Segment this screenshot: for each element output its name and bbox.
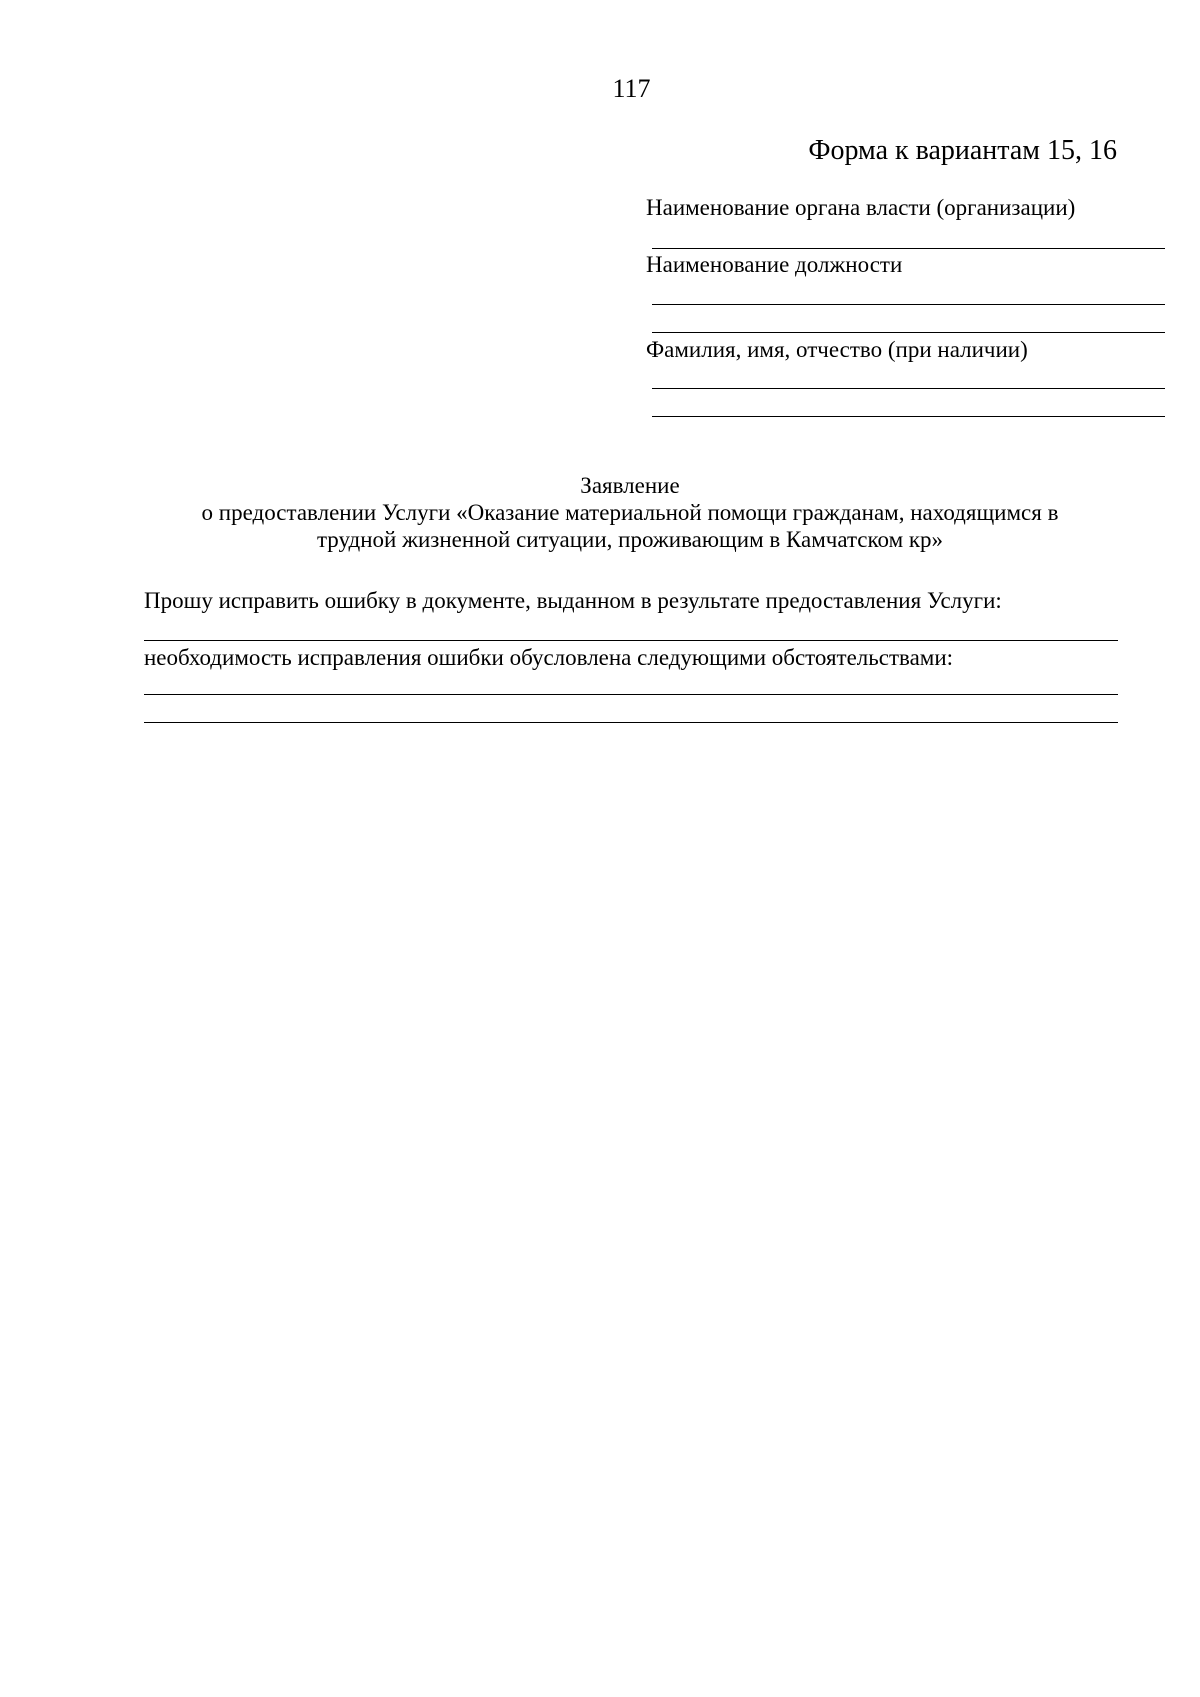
title-line-1: о предоставлении Услуги «Оказание материальной помощи гражданам, находящимся в: [201, 500, 1059, 525]
request-text: Прошу исправить ошибку в документе, выданном в результате предоставления Услуги:: [144, 588, 1002, 613]
position-name-label: Наименование должности: [646, 252, 903, 277]
authority-name-line[interactable]: [652, 248, 1165, 249]
reason-answer-line-1[interactable]: [144, 694, 1118, 695]
full-name-line-2[interactable]: [652, 416, 1165, 417]
title-heading: Заявление: [580, 473, 680, 498]
full-name-line-1[interactable]: [652, 388, 1165, 389]
position-name-line-1[interactable]: [652, 304, 1165, 305]
reason-text: необходимость исправления ошибки обусловлена следующими обстоятельствами:: [144, 645, 954, 670]
request-answer-line[interactable]: [144, 640, 1118, 641]
authority-name-label: Наименование органа власти (организации): [646, 195, 1076, 220]
form-label: Форма к вариантам 15, 16: [808, 135, 1117, 166]
application-title: [140, 472, 1120, 553]
full-name-label: Фамилия, имя, отчество (при наличии): [646, 337, 1028, 362]
position-name-line-2[interactable]: [652, 332, 1165, 333]
title-line-2: трудной жизненной ситуации, проживающим в Камчатском кр»: [316, 527, 944, 552]
page-number: 117: [612, 74, 651, 103]
reason-answer-line-2[interactable]: [144, 722, 1118, 723]
